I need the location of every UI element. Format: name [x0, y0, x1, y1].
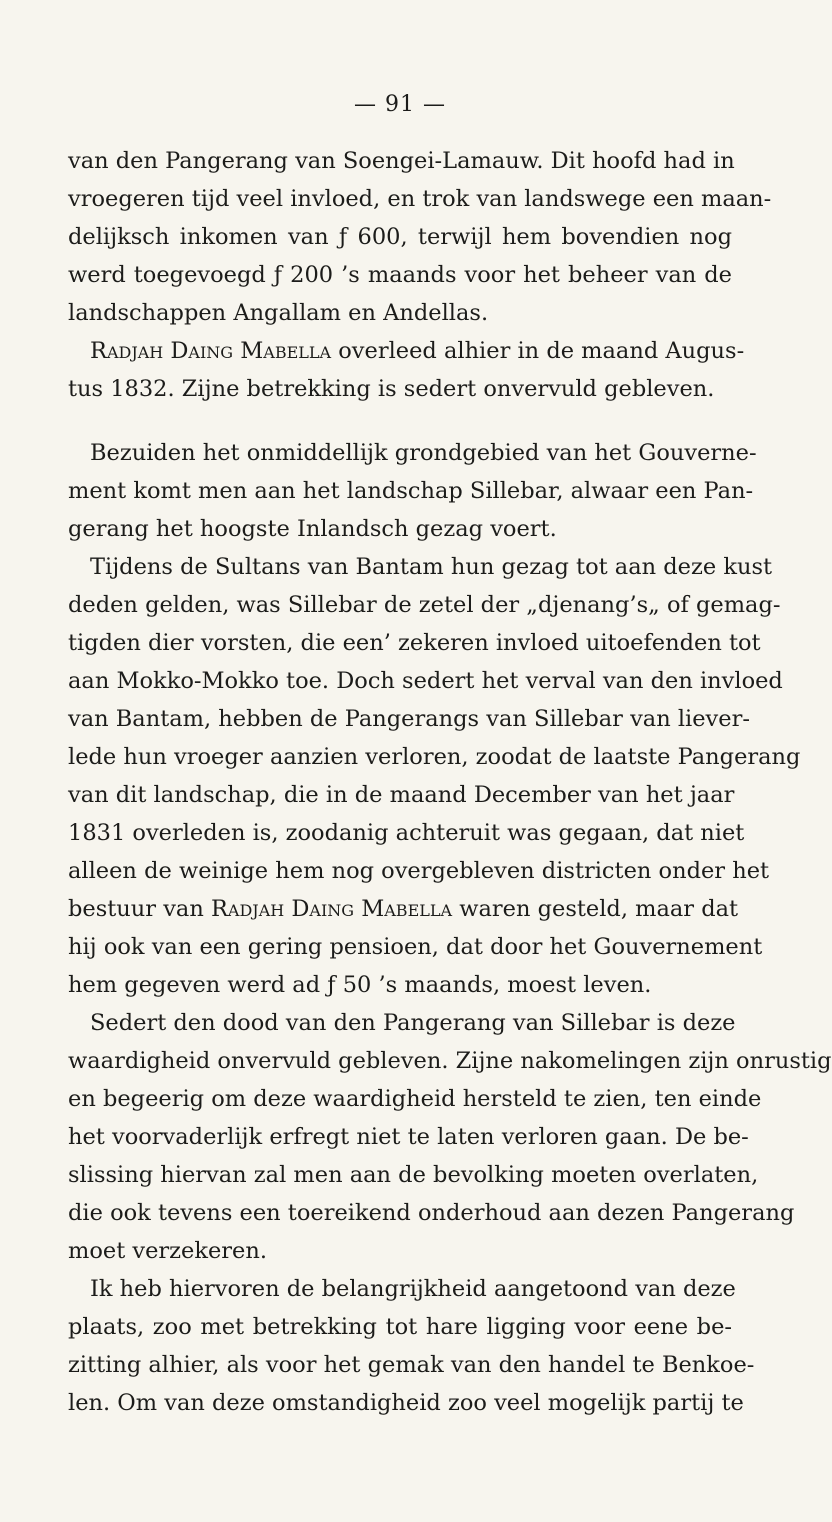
text-line: ment komt men aan het landschap Sillebar, alwaar een Pan-: [68, 478, 754, 504]
text-line: hem gegeven werd ad ƒ 50 ’s maands, moest leven.: [68, 972, 652, 998]
text-line: en begeerig om deze waardigheid hersteld te zien, ten einde: [68, 1086, 762, 1112]
text-line: alleen de weinige hem nog overgebleven districten onder het: [68, 858, 770, 884]
paragraph: [68, 332, 745, 408]
text-line: Ik heb hiervoren de belangrijkheid aangetoond van deze: [90, 1276, 736, 1302]
text-line: zitting alhier, als voor het gemak van den handel te Benkoe-: [68, 1352, 755, 1378]
text-line: tus 1832. Zijne betrekking is sedert onvervuld gebleven.: [68, 376, 715, 402]
text-line: deden gelden, was Sillebar de zetel der „djenang’s„ of gemag-: [68, 592, 781, 618]
text-line: lede hun vroeger aanzien verloren, zoodat de laatste Pangerang: [68, 744, 801, 770]
body-text: [68, 142, 832, 1422]
paragraph: [68, 548, 801, 1004]
page-number: — 91 —: [354, 92, 446, 117]
text-line: van Bantam, hebben de Pangerangs van Sillebar van liever-: [68, 706, 750, 732]
paragraph: [68, 1270, 755, 1422]
text-line: het voorvaderlijk erfregt niet te laten verloren gaan. De be-: [68, 1124, 749, 1150]
text-line: vroegeren tijd veel invloed, en trok van landswege een maan-: [68, 186, 772, 212]
text-line: Sedert den dood van den Pangerang van Sillebar is deze: [90, 1010, 736, 1036]
text-line: slissing hiervan zal men aan de bevolking moeten overlaten,: [68, 1162, 759, 1188]
text-line: Radjah Daing Mabella overleed alhier in de maand Augus-: [90, 338, 745, 364]
paragraph-gap: [68, 408, 732, 434]
paragraph: [68, 1004, 832, 1270]
text-line: Bezuiden het onmiddellijk grondgebied van het Gouverne-: [90, 440, 757, 466]
text-line: tigden dier vorsten, die een’ zekeren invloed uitoefenden tot: [68, 630, 761, 656]
text-line: aan Mokko-Mokko toe. Doch sedert het verval van den invloed: [68, 668, 783, 694]
text-line: waardigheid onvervuld gebleven. Zijne nakomelingen zijn onrustig: [68, 1048, 832, 1074]
text-line: van den Pangerang van Soengei-Lamauw. Dit hoofd had in: [68, 148, 735, 174]
text-line: len. Om van deze omstandigheid zoo veel mogelijk partij te: [68, 1390, 744, 1416]
text-line: van dit landschap, die in de maand December van het jaar: [68, 782, 735, 808]
paragraph: [68, 434, 757, 548]
text-line: moet verzekeren.: [68, 1238, 268, 1264]
paragraph: [68, 142, 772, 332]
text-line: landschappen Angallam en Andellas.: [68, 300, 489, 326]
text-line: 1831 overleden is, zoodanig achteruit was gegaan, dat niet: [68, 820, 745, 846]
text-line: plaats, zoo met betrekking tot hare ligging voor eene be-: [68, 1314, 732, 1340]
text-line: hij ook van een gering pensioen, dat door het Gouvernement: [68, 934, 763, 960]
text-line: gerang het hoogste Inlandsch gezag voert.: [68, 516, 557, 542]
text-line: die ook tevens een toereikend onderhoud aan dezen Pangerang: [68, 1200, 795, 1226]
text-line: bestuur van Radjah Daing Mabella waren gesteld, maar dat: [68, 896, 739, 922]
text-line: Tijdens de Sultans van Bantam hun gezag tot aan deze kust: [90, 554, 773, 580]
text-line: werd toegevoegd ƒ 200 ’s maands voor het beheer van de: [68, 262, 732, 288]
text-line: delijksch inkomen van ƒ 600, terwijl hem bovendien nog: [68, 224, 732, 250]
